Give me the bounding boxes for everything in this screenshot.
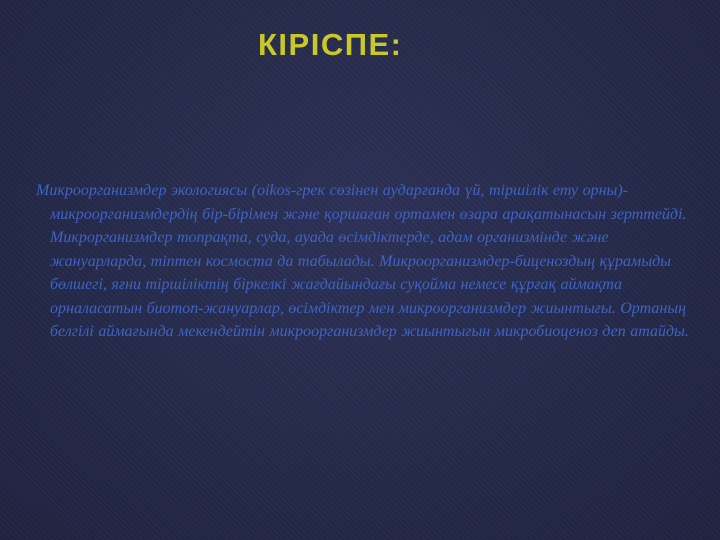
- body-paragraph: Микроорганизмдер экологиясы (oikos-грек сөзінен аударғанда үй, тіршілік ету орны)-микроорганизмдердің бір-бірімен және қоршаған ортамен өзара арақатынасын зерттейді. Микрорганизмдер топрақта, суда, ауада өсімдіктерде, адам организмінде және жануарларда, тіптен космоста да табылады. Микроорганизмдер-биценоздың құрамыды бөлшегі, яғни тіршіліктің біркелкі жағдайындағы суқойма немесе құрғақ аймақта орналасатын биотоп-жануарлар, өсімдіктер мен микроорганизмдер жиынтығы. Ортаның белгілі аймағында мекендейтін микроорганизмдер жиынтығын микробиоценоз деп атайды.: [36, 182, 689, 340]
- slide-title: КІРІСПЕ:: [258, 27, 403, 62]
